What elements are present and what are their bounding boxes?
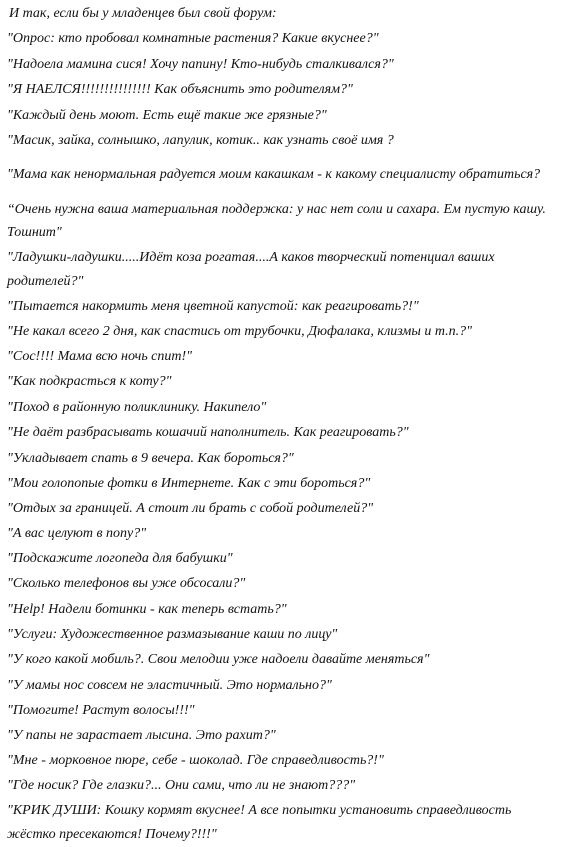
post-line: "Надоела мамина сися! Хочу папину! Кто-нибудь сталкивался?" bbox=[7, 57, 394, 72]
post-line: "Как подкрасться к коту?" bbox=[7, 374, 172, 389]
post-line: "Помогите! Растут волосы!!!" bbox=[7, 703, 195, 718]
post-line: "Мама как ненормальная радуется моим какашкам - к какому специалисту обратиться? bbox=[7, 167, 541, 182]
post-line: "Мои голопопые фотки в Интернете. Как с эти бороться?" bbox=[7, 476, 371, 491]
post-line: "Поход в районную поликлинику. Накипело" bbox=[7, 400, 267, 415]
post-line: жёстко пресекаются! Почему?!!!" bbox=[7, 827, 217, 842]
post-line: "Сколько телефонов вы уже обсосали?" bbox=[7, 576, 246, 591]
post-line: "Услуги: Художественное размазывание каши по лицу" bbox=[7, 627, 338, 642]
post-line: "Масик, зайка, солнышко, лапулик, котик.. как узнать своё имя ? bbox=[7, 133, 394, 148]
post-line: "КРИК ДУШИ: Кошку кормят вкуснее! А все попытки установить справедливость bbox=[7, 803, 512, 818]
post-line: "Я НАЕЛСЯ!!!!!!!!!!!!!!! Как объяснить это родителям?" bbox=[7, 82, 353, 97]
post-line: "У кого какой мобиль?. Свои мелодии уже надоели давайте меняться" bbox=[7, 652, 430, 667]
post-line: "У мамы нос совсем не эластичный. Это нормально?" bbox=[7, 678, 332, 693]
post-line: "Отдых за границей. А стоит ли брать с собой родителей?" bbox=[7, 501, 374, 516]
post-line: "Сос!!!! Мама всю ночь спит!" bbox=[7, 349, 193, 364]
post-line: "Ладушки-ладушки.....Идёт коза рогатая....А каков творческий потенциал ваших bbox=[7, 250, 495, 265]
intro-line: И так, если бы у младенцев был свой форум: bbox=[9, 6, 277, 21]
post-line: "Help! Надели ботинки - как теперь встать?" bbox=[7, 602, 287, 617]
post-line: "Не какал всего 2 дня, как спастись от трубочки, Дюфалака, клизмы и т.п.?" bbox=[7, 324, 473, 339]
post-line: родителей?" bbox=[7, 274, 84, 289]
post-line: "Подскажите логопеда для бабушки" bbox=[7, 551, 233, 566]
post-line: "Не даёт разбрасывать кошачий наполнитель. Как реагировать?" bbox=[7, 425, 409, 440]
post-line: "Опрос: кто пробовал комнатные растения? Какие вкуснее?" bbox=[7, 31, 379, 46]
post-line: "Каждый день моют. Есть ещё такие же грязные?" bbox=[7, 108, 327, 123]
post-line: "А вас целуют в попу?" bbox=[7, 526, 147, 541]
post-line: "Пытается накормить меня цветной капустой: как реагировать?!" bbox=[7, 299, 419, 314]
post-line: "Мне - морковное пюре, себе - шоколад. Где справедливость?!" bbox=[7, 753, 384, 768]
post-line: Тошнит" bbox=[7, 225, 62, 240]
post-line: "Укладывает спать в 9 вечера. Как бороться?" bbox=[7, 451, 294, 466]
post-line: "Где носик? Где глазки?... Они сами, что ли не знают???" bbox=[7, 778, 356, 793]
post-line: "У папы не зарастает лысина. Это рахит?" bbox=[7, 728, 276, 743]
post-line: “Очень нужна ваша материальная поддержка: у нас нет соли и сахара. Ем пустую кашу. bbox=[7, 202, 546, 217]
